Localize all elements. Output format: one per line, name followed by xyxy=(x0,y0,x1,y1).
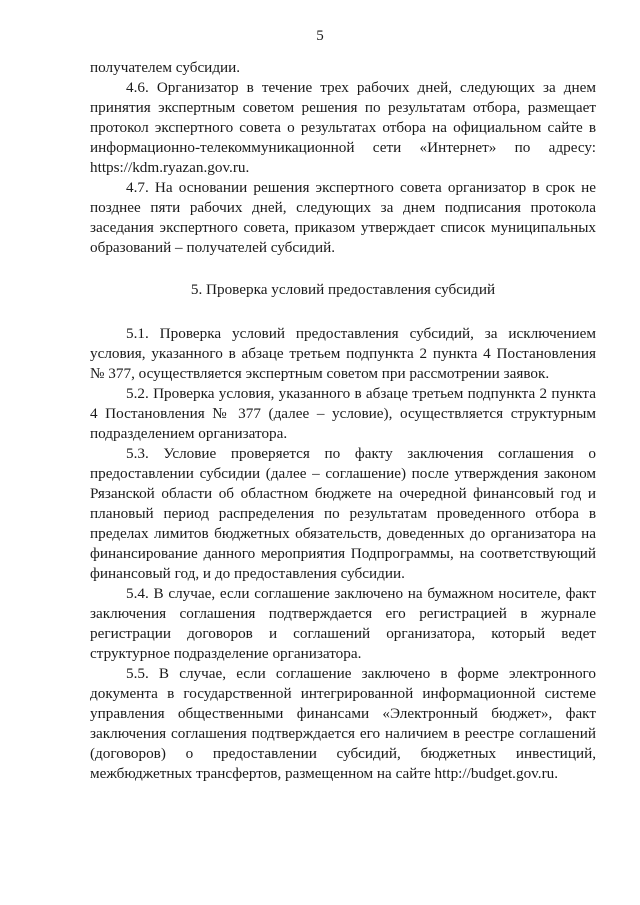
paragraph-5-4: 5.4. В случае, если соглашение заключено на бумажном носителе, факт заключения соглашения подтверждается его регистрацией в журнале регистрации договоров и соглашений организатора, который ведет структурное подразделение организатора. xyxy=(90,585,596,662)
paragraph-4-7: 4.7. На основании решения экспертного совета организатор в срок не позднее пяти рабочих дней, следующих за днем подписания протокола заседания экспертного совета, приказом утверждает список муниципальных образований – получателей субсидий. xyxy=(90,179,596,256)
paragraph-5-5: 5.5. В случае, если соглашение заключено в форме электронного документа в государственной интегрированной информационной системе управления общественными финансами «Электронный бюджет», факт заключения соглашения подтверждается его наличием в реестре соглашений (договоров) о предоставлении субсидий, бюджетных инвестиций, межбюджетных трансфертов, размещенном на сайте http://budget.gov.ru. xyxy=(90,665,596,782)
section-heading: 5. Проверка условий предоставления субсидий xyxy=(190,281,496,298)
paragraph-continuation: получателем субсидии. xyxy=(90,59,241,76)
paragraph-5-3: 5.3. Условие проверяется по факту заключения соглашения о предоставлении субсидии (далее – соглашение) после утверждения законом Рязанской области об областном бюджете на очередной финансовый год и плановый период распределения по результатам проведенного отбора в пределах лимитов бюджетных обязательств, доведенных до организатора на финансирование данного мероприятия Подпрограммы, на соответствующий финансовый год, и до предоставления субсидии. xyxy=(90,445,596,582)
page-number: 5 xyxy=(316,28,324,44)
paragraph-5-2: 5.2. Проверка условия, указанного в абзаце третьем подпункта 2 пункта 4 Постановления № 377 (далее – условие), осуществляется структурным подразделением организатора. xyxy=(90,385,596,442)
document-body xyxy=(90,58,596,784)
paragraph-4-6: 4.6. Организатор в течение трех рабочих дней, следующих за днем принятия экспертным советом решения по результатам отбора, размещает протокол экспертного совета о результатах отбора на официальном сайте в информационно-телекоммуникационной сети «Интернет» по адресу: https://kdm.ryazan.gov.ru. xyxy=(90,79,596,176)
paragraph-5-1: 5.1. Проверка условий предоставления субсидий, за исключением условия, указанного в абзаце третьем подпункта 2 пункта 4 Постановления № 377, осуществляется экспертным советом при рассмотрении заявок. xyxy=(90,325,596,382)
